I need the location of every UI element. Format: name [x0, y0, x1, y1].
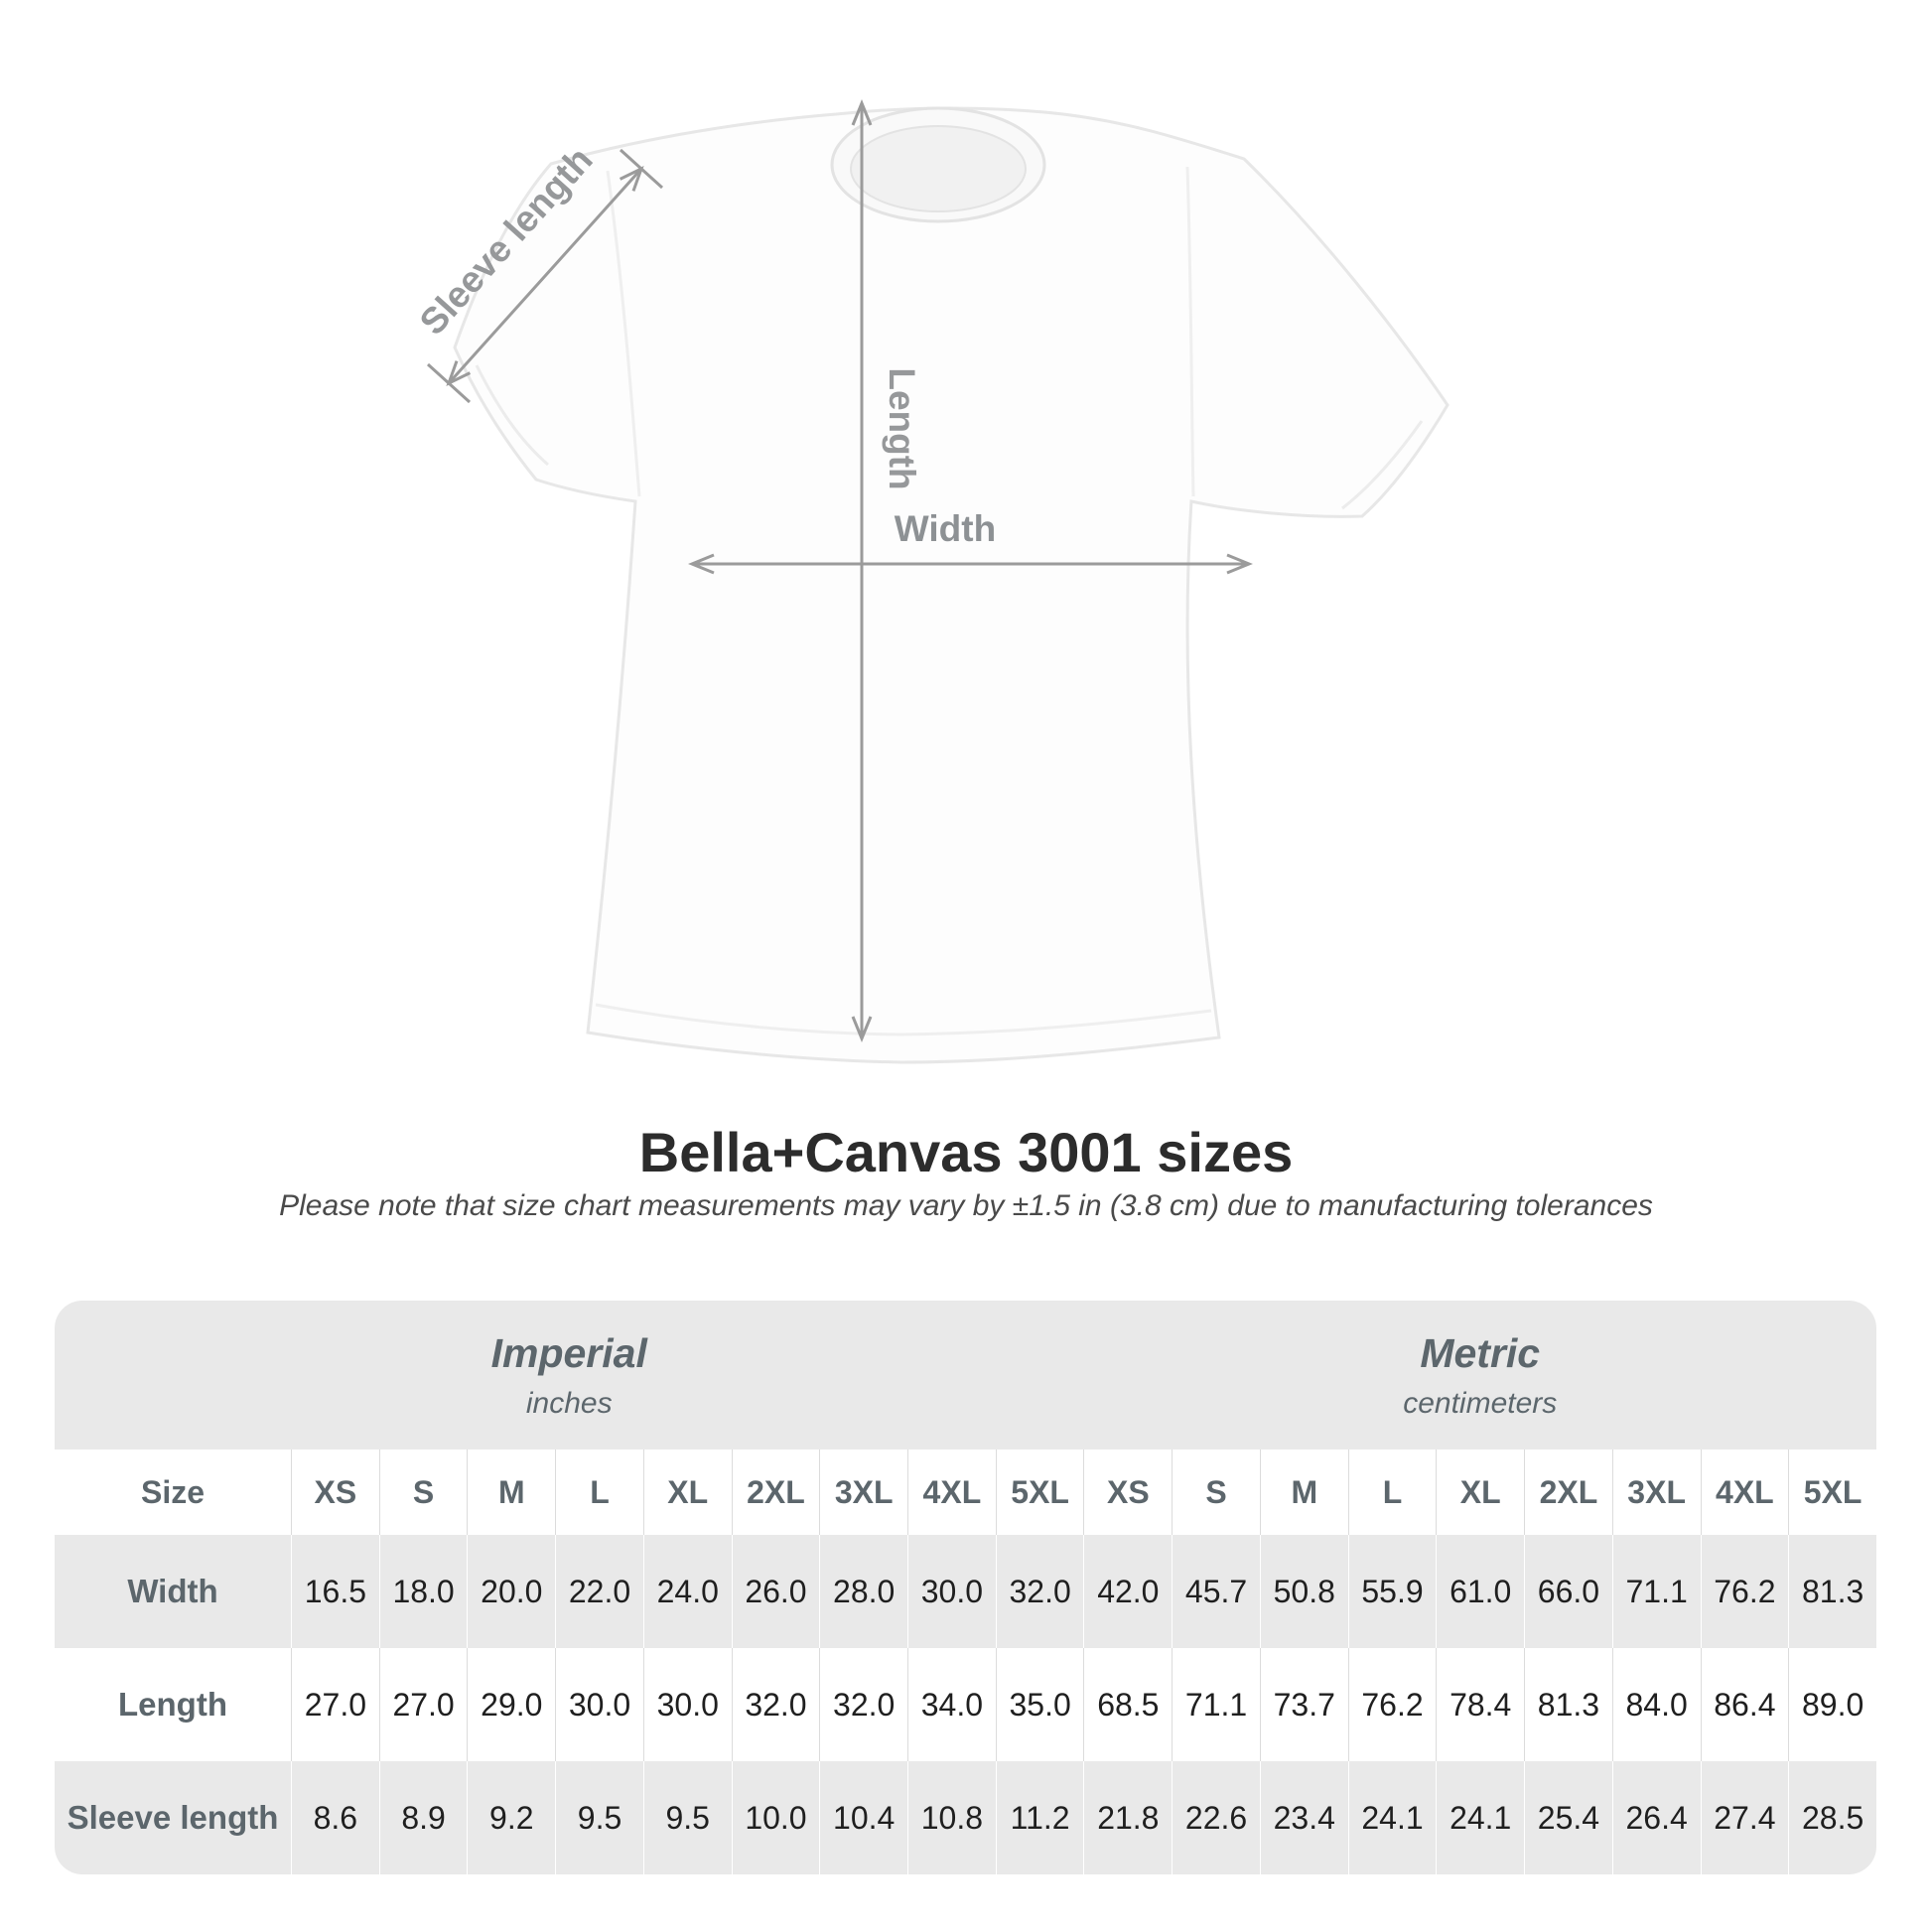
value-cell: 10.8	[907, 1761, 996, 1874]
value-cell: 30.0	[643, 1648, 732, 1761]
value-cell: 27.0	[379, 1648, 468, 1761]
value-cell: 34.0	[907, 1648, 996, 1761]
size-col-imperial-5xl: 5XL	[996, 1449, 1084, 1535]
value-cell: 68.5	[1083, 1648, 1172, 1761]
value-cell: 24.0	[643, 1535, 732, 1648]
size-table	[55, 1301, 1876, 1874]
page-title: Bella+Canvas 3001 sizes	[638, 1121, 1294, 1183]
size-col-imperial-3xl: 3XL	[819, 1449, 907, 1535]
width-row-label: Width	[55, 1535, 291, 1648]
sleeve-length-label: Sleeve length	[411, 139, 601, 343]
size-col-imperial-2xl: 2XL	[732, 1449, 820, 1535]
tshirt-body	[455, 108, 1448, 1062]
unit-band-row	[55, 1301, 1876, 1449]
collar-opening	[851, 126, 1026, 211]
value-cell: 27.0	[291, 1648, 379, 1761]
size-col-imperial-xs: XS	[291, 1449, 379, 1535]
value-cell: 61.0	[1436, 1535, 1524, 1648]
value-cell: 86.4	[1701, 1648, 1789, 1761]
size-header-row	[55, 1449, 1876, 1535]
value-cell: 22.6	[1172, 1761, 1260, 1874]
value-cell: 42.0	[1083, 1535, 1172, 1648]
size-col-imperial-m: M	[467, 1449, 555, 1535]
length-label: Length	[882, 367, 922, 490]
value-cell: 24.1	[1348, 1761, 1437, 1874]
size-col-metric-5xl: 5XL	[1788, 1449, 1876, 1535]
size-col-imperial-l: L	[555, 1449, 643, 1535]
metric-label: Metric	[1420, 1329, 1541, 1376]
page-subtitle: Please note that size chart measurements may vary by ±1.5 in (3.8 cm) due to manufacturing tolerances	[279, 1189, 1653, 1222]
value-cell: 9.5	[555, 1761, 643, 1874]
length-row	[55, 1648, 1876, 1761]
imperial-band	[55, 1301, 1083, 1449]
value-cell: 81.3	[1788, 1535, 1876, 1648]
value-cell: 50.8	[1260, 1535, 1348, 1648]
value-cell: 25.4	[1524, 1761, 1612, 1874]
value-cell: 71.1	[1612, 1535, 1701, 1648]
value-cell: 45.7	[1172, 1535, 1260, 1648]
size-col-metric-m: M	[1260, 1449, 1348, 1535]
size-col-metric-2xl: 2XL	[1524, 1449, 1612, 1535]
width-label: Width	[894, 508, 997, 549]
size-column-header: Size	[55, 1449, 291, 1535]
value-cell: 22.0	[555, 1535, 643, 1648]
value-cell: 55.9	[1348, 1535, 1437, 1648]
value-cell: 71.1	[1172, 1648, 1260, 1761]
value-cell: 21.8	[1083, 1761, 1172, 1874]
value-cell: 26.4	[1612, 1761, 1701, 1874]
value-cell: 32.0	[819, 1648, 907, 1761]
size-col-metric-4xl: 4XL	[1701, 1449, 1789, 1535]
value-cell: 32.0	[732, 1648, 820, 1761]
width-row	[55, 1535, 1876, 1648]
size-col-metric-l: L	[1348, 1449, 1437, 1535]
sleeve-length-row	[55, 1761, 1876, 1874]
value-cell: 66.0	[1524, 1535, 1612, 1648]
value-cell: 35.0	[996, 1648, 1084, 1761]
value-cell: 76.2	[1348, 1648, 1437, 1761]
size-col-metric-xs: XS	[1083, 1449, 1172, 1535]
metric-band	[1083, 1301, 1876, 1449]
value-cell: 30.0	[555, 1648, 643, 1761]
value-cell: 78.4	[1436, 1648, 1524, 1761]
value-cell: 11.2	[996, 1761, 1084, 1874]
value-cell: 24.1	[1436, 1761, 1524, 1874]
size-col-imperial-4xl: 4XL	[907, 1449, 996, 1535]
sleeve-length-row-label: Sleeve length	[55, 1761, 291, 1874]
tshirt-graphic	[455, 108, 1448, 1062]
value-cell: 32.0	[996, 1535, 1084, 1648]
value-cell: 8.6	[291, 1761, 379, 1874]
value-cell: 20.0	[467, 1535, 555, 1648]
size-col-imperial-s: S	[379, 1449, 468, 1535]
value-cell: 8.9	[379, 1761, 468, 1874]
value-cell: 9.5	[643, 1761, 732, 1874]
size-col-metric-s: S	[1172, 1449, 1260, 1535]
value-cell: 89.0	[1788, 1648, 1876, 1761]
value-cell: 18.0	[379, 1535, 468, 1648]
value-cell: 28.5	[1788, 1761, 1876, 1874]
value-cell: 26.0	[732, 1535, 820, 1648]
value-cell: 10.0	[732, 1761, 820, 1874]
imperial-label: Imperial	[490, 1329, 647, 1376]
value-cell: 28.0	[819, 1535, 907, 1648]
value-cell: 84.0	[1612, 1648, 1701, 1761]
value-cell: 29.0	[467, 1648, 555, 1761]
value-cell: 23.4	[1260, 1761, 1348, 1874]
imperial-unit: inches	[525, 1387, 613, 1421]
value-cell: 9.2	[467, 1761, 555, 1874]
value-cell: 30.0	[907, 1535, 996, 1648]
size-col-metric-xl: XL	[1436, 1449, 1524, 1535]
size-table-grid	[55, 1301, 1876, 1874]
length-row-label: Length	[55, 1648, 291, 1761]
size-col-metric-3xl: 3XL	[1612, 1449, 1701, 1535]
metric-unit: centimeters	[1403, 1387, 1558, 1421]
value-cell: 81.3	[1524, 1648, 1612, 1761]
value-cell: 16.5	[291, 1535, 379, 1648]
value-cell: 73.7	[1260, 1648, 1348, 1761]
sleeve-length-tick-bottom	[428, 364, 470, 402]
value-cell: 27.4	[1701, 1761, 1789, 1874]
value-cell: 76.2	[1701, 1535, 1789, 1648]
size-col-imperial-xl: XL	[643, 1449, 732, 1535]
value-cell: 10.4	[819, 1761, 907, 1874]
